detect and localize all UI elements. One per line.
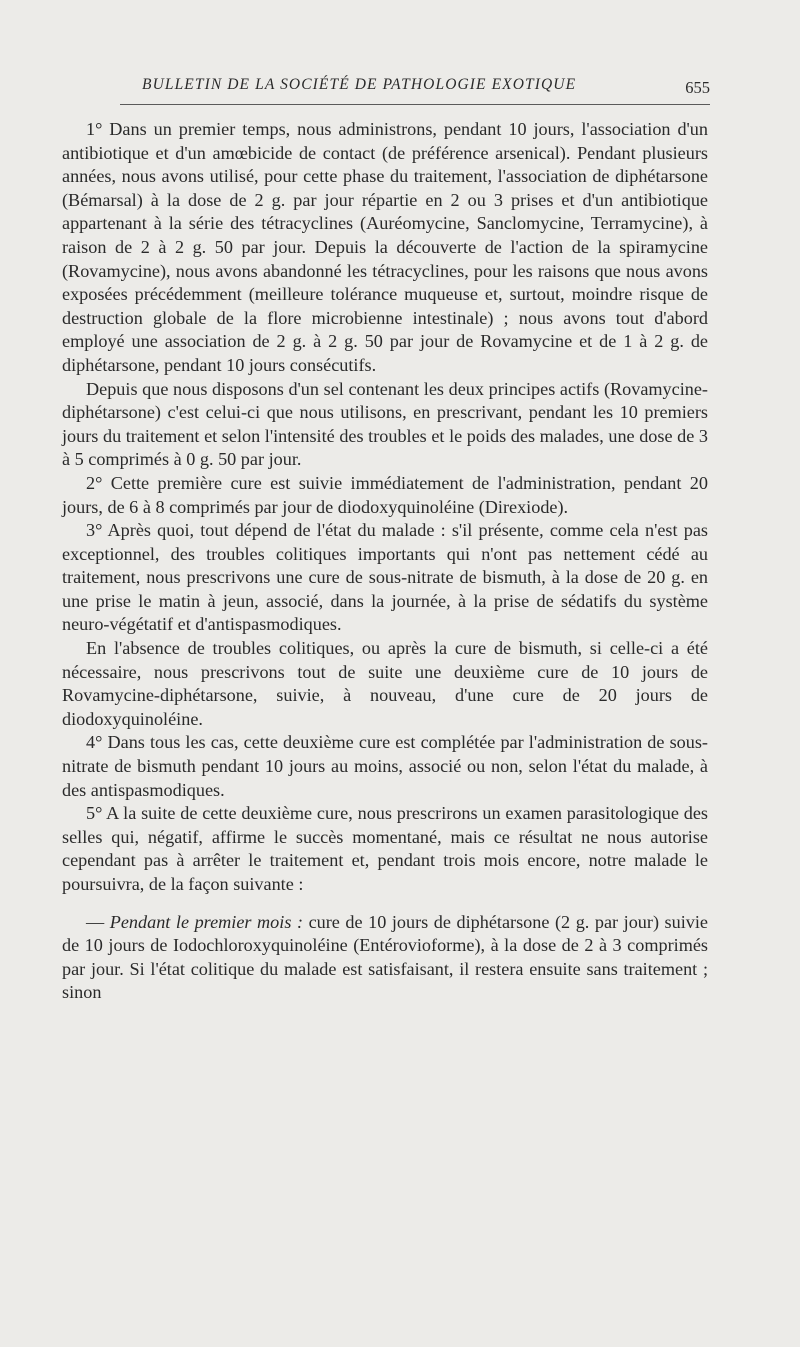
first-month-heading: Pendant le premier mois :: [109, 911, 304, 932]
first-month-text: cure de 10 jours de diphétarsone (2 g. par jour) suivie de 10 jours de Iodochloroxyquinoléine (Entérovioforme), à la dose de 2 à 3 comprimés par jour. Si l'état colitique du malade est satisfaisant, il restera ensuite sans traitement ; sinon: [62, 911, 709, 1003]
paragraph-step-2: 2° Cette première cure est suivie immédiatement de l'administration, pendant 20 jours, de 6 à 8 comprimés par jour de diodoxyquinoléine (Direxiode).: [62, 472, 708, 517]
paragraph-first-month: [62, 911, 708, 1005]
paragraph-absence: En l'absence de troubles colitiques, ou après la cure de bismuth, si celle-ci a été nécessaire, nous prescrivons tout de suite une deuxième cure de 10 jours de Rovamycine-diphétarsone, suivie, à nouveau, d'une cure de 20 jours de diodoxyquinoléine.: [62, 638, 708, 729]
paragraph-step-3: 3° Après quoi, tout dépend de l'état du malade : s'il présente, comme cela n'est pas exceptionnel, des troubles colitiques importants qui n'ont pas nettement cédé au traitement, nous prescrivons une cure de sous-nitrate de bismuth, à la dose de 20 g. en une prise le matin à jeun, associé, dans la journée, à la prise de sédatifs du système neuro-végétatif et d'antispasmodiques.: [62, 520, 708, 635]
dash-lead: —: [86, 911, 110, 932]
paragraph-salt: Depuis que nous disposons d'un sel contenant les deux principes actifs (Rovamycine-diphétarsone) c'est celui-ci que nous utilisons, en prescrivant, pendant les 10 premiers jours du traitement et selon l'intensité des troubles et le poids des malades, une dose de 3 à 5 comprimés à 0 g. 50 par jour.: [62, 378, 708, 470]
paragraph-step-5: 5° A la suite de cette deuxième cure, nous prescrirons un examen parasitologique des selles qui, négatif, affirme le succès momentané, mais ce résultat ne nous autorise cependant pas à arrêter le traitement et, pendant trois mois encore, notre malade le poursuivra, de la façon suivante :: [62, 803, 708, 894]
body-text: [62, 118, 708, 1005]
paragraph-step-4: 4° Dans tous les cas, cette deuxième cure est complétée par l'administration de sous-nitrate de bismuth pendant 10 jours au moins, associé ou non, selon l'état du malade, à des antispasmodiques.: [62, 732, 708, 800]
page-number: 655: [685, 78, 710, 97]
header-rule: [120, 104, 710, 105]
paragraph-step-1: 1° Dans un premier temps, nous administrons, pendant 10 jours, l'association d'un antibiotique et d'un amœbicide de contact (de préférence arsenical). Pendant plusieurs années, nous avons utilisé, pour cette phase du traitement, l'association de diphétarsone (Bémarsal) à la dose de 2 g. par jour répartie en 2 ou 3 prises et d'un antibiotique appartenant à la série des tétracyclines (Auréomycine, Sanclomycine, Terramycine), à raison de 2 à 2 g. 50 par jour. Depuis la découverte de l'action de la spiramycine (Rovamycine), nous avons abandonné les tétracyclines, pour les raisons que nous avons exposées précédemment (meilleure tolérance muqueuse et, surtout, moindre risque de destruction globale de la flore microbienne intestinale) ; nous avons tout d'abord employé une association de 2 g. à 2 g. 50 par jour de Rovamycine et de 1 à 2 g. de diphétarsone, pendant 10 jours consécutifs.: [62, 119, 708, 375]
running-title: BULLETIN DE LA SOCIÉTÉ DE PATHOLOGIE EXOTIQUE: [142, 76, 577, 93]
running-header: [120, 74, 710, 104]
